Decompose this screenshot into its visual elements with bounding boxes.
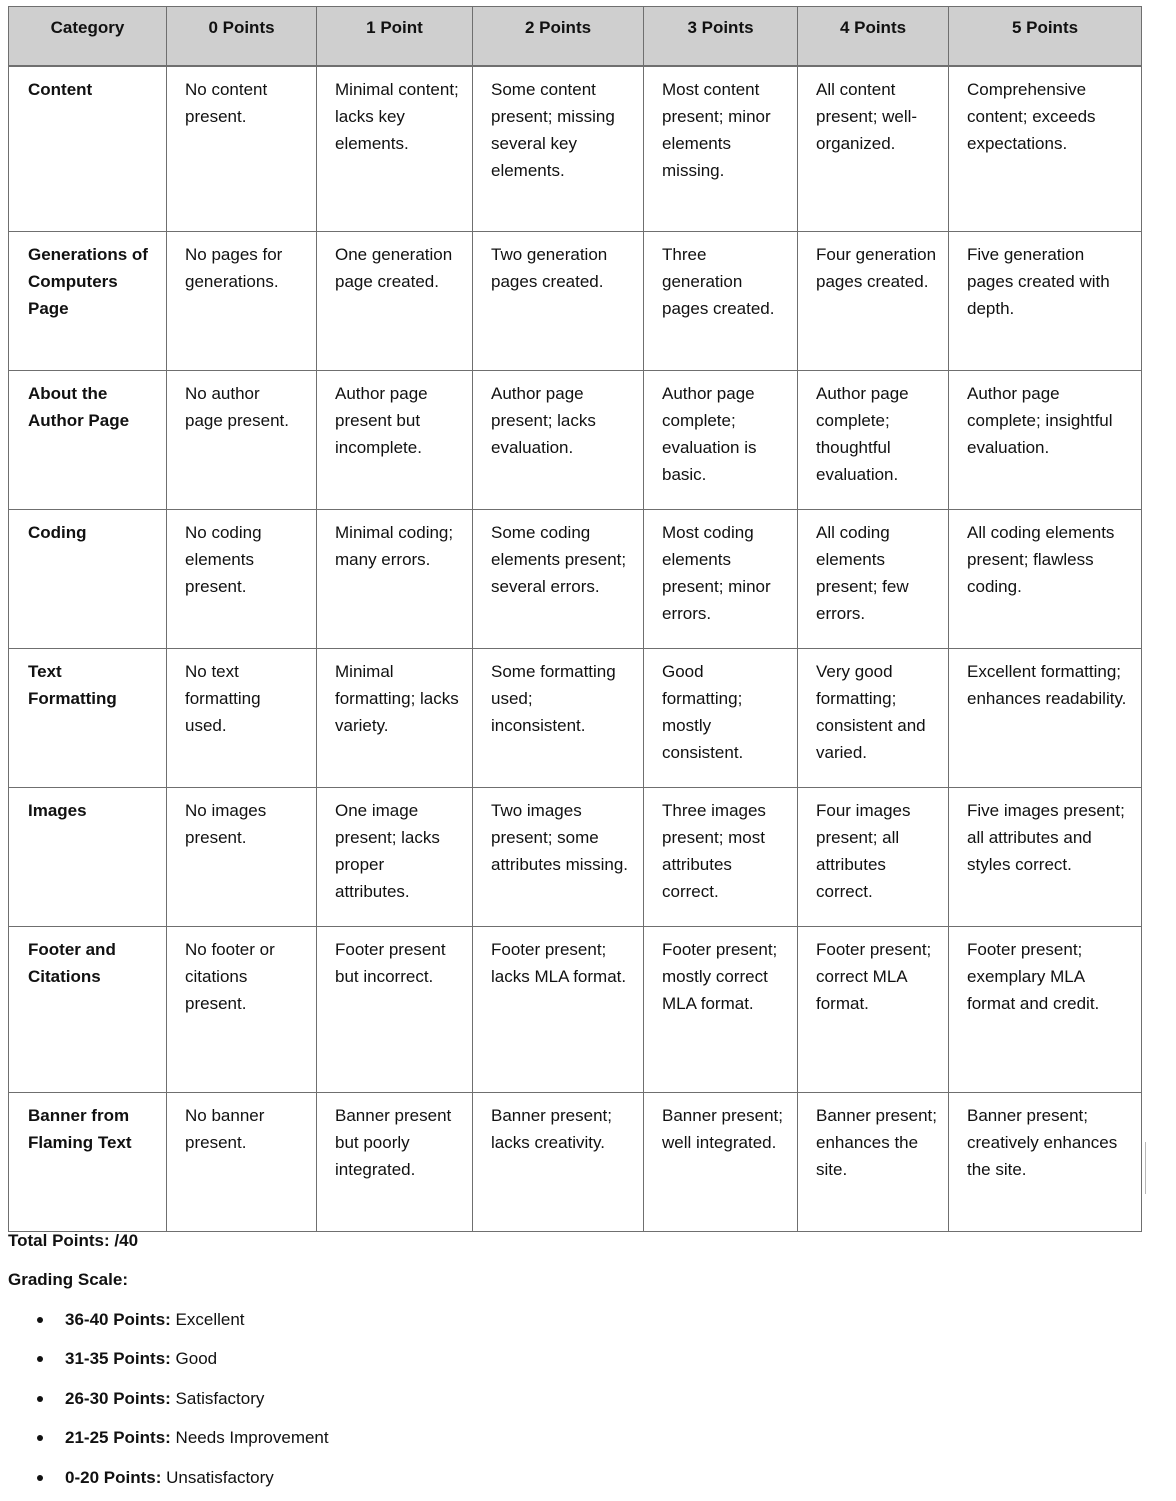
list-item (0, 1422, 329, 1461)
table-row (9, 1093, 1142, 1232)
criteria-cell: One generation page created. (317, 232, 473, 371)
table-row (9, 927, 1142, 1093)
criteria-cell: No banner present. (167, 1093, 317, 1232)
header-row (9, 7, 1142, 66)
scale-label: Unsatisfactory (166, 1467, 274, 1487)
criteria-cell: Banner present; well integrated. (644, 1093, 798, 1232)
header-5-points: 5 Points (949, 7, 1142, 66)
criteria-cell: Very good formatting; consistent and varied. (798, 649, 949, 788)
criteria-cell: Two generation pages created. (473, 232, 644, 371)
table-row (9, 788, 1142, 927)
category-cell: Banner from Flaming Text (9, 1093, 167, 1232)
scale-range: 21-25 Points: (65, 1428, 171, 1448)
criteria-cell: Banner present but poorly integrated. (317, 1093, 473, 1232)
table-row (9, 649, 1142, 788)
criteria-cell: All coding elements present; few errors. (798, 510, 949, 649)
criteria-cell: Four generation pages created. (798, 232, 949, 371)
criteria-cell: Some content present; missing several key elements. (473, 66, 644, 232)
criteria-cell: Author page complete; thoughtful evaluation. (798, 371, 949, 510)
bullet-icon (37, 1356, 43, 1362)
criteria-cell: Three images present; most attributes correct. (644, 788, 798, 927)
header-4-points: 4 Points (798, 7, 949, 66)
grading-scale-list (0, 1304, 329, 1501)
table-row (9, 232, 1142, 371)
criteria-cell: All content present; well-organized. (798, 66, 949, 232)
total-points: Total Points: /40 (8, 1231, 139, 1250)
criteria-cell: One image present; lacks proper attributes. (317, 788, 473, 927)
category-cell: Text Formatting (9, 649, 167, 788)
header-2-points: 2 Points (473, 7, 644, 66)
criteria-cell: Author page present but incomplete. (317, 371, 473, 510)
criteria-cell: Banner present; lacks creativity. (473, 1093, 644, 1232)
category-cell: About the Author Page (9, 371, 167, 510)
criteria-cell: Most coding elements present; minor errors. (644, 510, 798, 649)
criteria-cell: Five generation pages created with depth. (949, 232, 1142, 371)
category-cell: Content (9, 66, 167, 232)
category-cell: Coding (9, 510, 167, 649)
criteria-cell: Minimal content; lacks key elements. (317, 66, 473, 232)
criteria-cell: Banner present; enhances the site. (798, 1093, 949, 1232)
criteria-cell: Author page complete; insightful evaluation. (949, 371, 1142, 510)
header-0-points: 0 Points (167, 7, 317, 66)
criteria-cell: Some formatting used; inconsistent. (473, 649, 644, 788)
criteria-cell: Footer present; correct MLA format. (798, 927, 949, 1093)
criteria-cell: Comprehensive content; exceeds expectations. (949, 66, 1142, 232)
scale-range: 31-35 Points: (65, 1349, 171, 1369)
table-row (9, 510, 1142, 649)
criteria-cell: No coding elements present. (167, 510, 317, 649)
scale-range: 26-30 Points: (65, 1388, 171, 1408)
header-category: Category (9, 7, 167, 66)
list-item (0, 1304, 329, 1343)
criteria-cell: All coding elements present; flawless coding. (949, 510, 1142, 649)
criteria-cell: Some coding elements present; several errors. (473, 510, 644, 649)
criteria-cell: No text formatting used. (167, 649, 317, 788)
scale-range: 36-40 Points: (65, 1310, 171, 1329)
criteria-cell: No footer or citations present. (167, 927, 317, 1093)
header-3-points: 3 Points (644, 7, 798, 66)
criteria-cell: Excellent formatting; enhances readability. (949, 649, 1142, 788)
list-item (0, 1383, 329, 1422)
category-cell: Images (9, 788, 167, 927)
category-cell: Generations of Computers Page (9, 232, 167, 371)
criteria-cell: No author page present. (167, 371, 317, 510)
criteria-cell: Footer present; lacks MLA format. (473, 927, 644, 1093)
criteria-cell: Footer present but incorrect. (317, 927, 473, 1093)
bullet-icon (37, 1435, 43, 1441)
criteria-cell: Footer present; exemplary MLA format and credit. (949, 927, 1142, 1093)
list-item (0, 1462, 329, 1501)
criteria-cell: No content present. (167, 66, 317, 232)
bullet-icon (37, 1475, 43, 1481)
criteria-cell: Footer present; mostly correct MLA format. (644, 927, 798, 1093)
scale-range: 0-20 Points: (65, 1467, 162, 1487)
scale-label: Satisfactory (175, 1388, 265, 1408)
page-edge-mark (1145, 1142, 1146, 1194)
criteria-cell: Five images present; all attributes and styles correct. (949, 788, 1142, 927)
list-item (0, 1343, 329, 1382)
bullet-icon (37, 1317, 43, 1323)
criteria-cell: Author page present; lacks evaluation. (473, 371, 644, 510)
table-row (9, 371, 1142, 510)
criteria-cell: Four images present; all attributes correct. (798, 788, 949, 927)
table-row (9, 66, 1142, 232)
criteria-cell: No images present. (167, 788, 317, 927)
criteria-cell: Minimal coding; many errors. (317, 510, 473, 649)
scale-label: Good (175, 1349, 218, 1369)
criteria-cell: Three generation pages created. (644, 232, 798, 371)
category-cell: Footer and Citations (9, 927, 167, 1093)
criteria-cell: Most content present; minor elements missing. (644, 66, 798, 232)
bullet-icon (37, 1396, 43, 1402)
scale-label: Needs Improvement (175, 1428, 329, 1448)
criteria-cell: Two images present; some attributes missing. (473, 788, 644, 927)
scale-label: Excellent (175, 1310, 245, 1329)
criteria-cell: Banner present; creatively enhances the site. (949, 1093, 1142, 1232)
grading-scale-title: Grading Scale: (8, 1270, 128, 1289)
header-1-point: 1 Point (317, 7, 473, 66)
criteria-cell: Minimal formatting; lacks variety. (317, 649, 473, 788)
rubric-table (8, 6, 1142, 1232)
criteria-cell: Author page complete; evaluation is basic. (644, 371, 798, 510)
criteria-cell: Good formatting; mostly consistent. (644, 649, 798, 788)
criteria-cell: No pages for generations. (167, 232, 317, 371)
